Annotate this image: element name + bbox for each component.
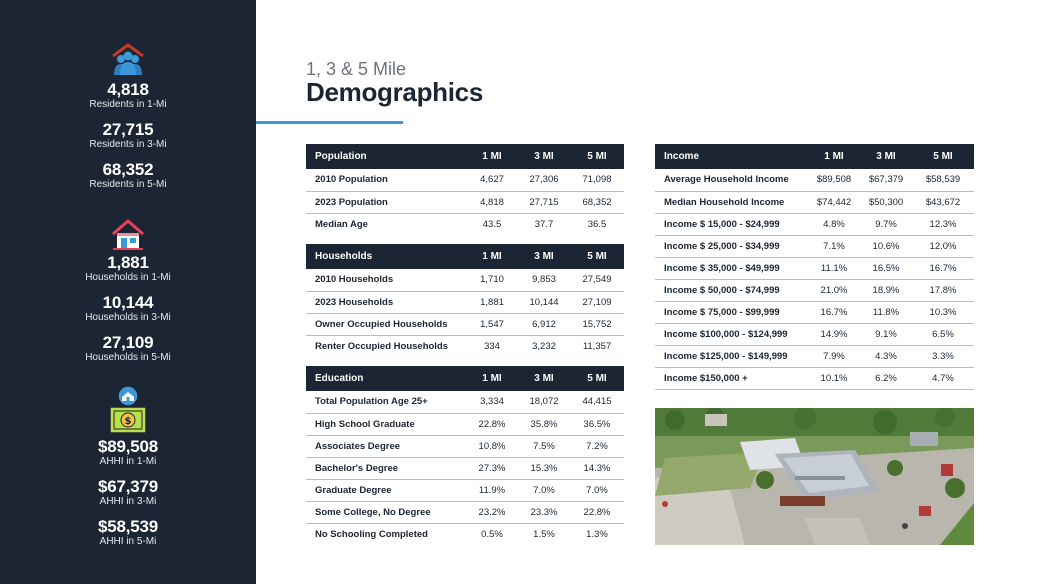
population-table [306,144,624,235]
households-5mi [0,333,256,364]
row-label: Average Household Income [655,169,808,191]
cell: 11.8% [860,301,912,323]
table-header: 5 MI [570,244,624,269]
cell: 36.5% [570,413,624,435]
table-header-row [306,244,624,269]
table-row [306,313,624,335]
cell: 1.5% [533,528,555,540]
table-row [306,479,624,501]
cell: 0.5% [481,528,503,540]
cell: 27,549 [570,269,624,291]
row-label: 2010 Population [306,169,466,191]
cell: $89,508 [808,169,860,191]
table-row [306,435,624,457]
cell: 11.9% [466,479,518,501]
cell: 1,547 [466,313,518,335]
cell: 7.0% [570,479,624,501]
stat-value: $58,539 [97,517,159,536]
cell: 27,715 [518,191,570,213]
cell: 27,306 [518,169,570,191]
cell: 3,232 [532,340,556,352]
cell: 10,144 [518,291,570,313]
row-label: Total Population Age 25+ [306,391,466,413]
table-header-row [306,144,624,169]
cell: 12.3% [912,213,974,235]
stat-label: Residents in 3-Mi [89,139,167,150]
cell: 16.7% [808,301,860,323]
cell: 3,334 [466,391,518,413]
aerial-property-photo [655,408,974,545]
money-home-icon [107,385,149,435]
cell: $50,300 [860,191,912,213]
table-header: Education [306,366,466,391]
table-row [655,345,974,367]
stat-label: Households in 5-Mi [85,352,171,363]
residents-3mi [0,120,256,151]
row-label: Bachelor's Degree [306,457,466,479]
cell: 37.7 [534,218,554,230]
table-header: Income [655,144,808,169]
cell: 21.0% [808,279,860,301]
stat-label: Households in 3-Mi [85,312,171,323]
table-row [655,301,974,323]
households-group [0,219,256,373]
income-group [0,385,256,557]
table-row [306,169,624,191]
cell: 6.5% [912,323,974,345]
cell: 36.5 [587,218,607,230]
row-label: Income $ 25,000 - $34,999 [655,235,808,257]
stat-value: 27,715 [102,120,154,139]
cell: 9,853 [518,269,570,291]
residents-5mi [0,160,256,191]
table-row [306,291,624,313]
row-label: Renter Occupied Households [315,340,449,352]
cell: 4.7% [912,367,974,389]
stat-label: AHHI in 1-Mi [99,456,157,467]
table-header: 5 MI [570,366,624,391]
stat-value: 27,109 [102,333,154,352]
cell: 11.1% [808,257,860,279]
table-row [655,235,974,257]
svg-text:$: $ [124,416,132,427]
table-header-row [655,144,974,169]
table-header: 5 MI [912,144,974,169]
cell: 23.2% [466,501,518,523]
table-row [306,413,624,435]
table-row [306,523,624,545]
cell: 71,098 [570,169,624,191]
stat-value: 1,881 [107,253,149,272]
cell: 9.1% [860,323,912,345]
households-3mi [0,293,256,324]
cell: 15,752 [570,313,624,335]
row-label: 2023 Population [306,191,466,213]
cell: 4,627 [466,169,518,191]
cell: 1,881 [466,291,518,313]
row-label: Income $ 15,000 - $24,999 [655,213,808,235]
cell: 7.1% [808,235,860,257]
ahhi-1mi [0,437,256,468]
cell: 7.5% [518,435,570,457]
table-header-row [306,366,624,391]
cell: 16.7% [912,257,974,279]
table-row [306,269,624,291]
stat-label: AHHI in 3-Mi [99,496,157,507]
table-row [306,191,624,213]
row-label: Income $100,000 - $124,999 [655,323,808,345]
cell: 4.3% [860,345,912,367]
cell: 35.8% [518,413,570,435]
cell: 14.3% [570,457,624,479]
cell: $43,672 [912,191,974,213]
cell: 7.2% [570,435,624,457]
page-title: Demographics [306,77,484,107]
table-header: 5 MI [570,144,624,169]
table-header: 1 MI [808,144,860,169]
row-label: Graduate Degree [306,479,466,501]
cell: $74,442 [808,191,860,213]
households-1mi [0,253,256,284]
ahhi-3mi [0,477,256,508]
education-table [306,366,624,545]
row-label: Associates Degree [306,435,466,457]
cell: 23.3% [518,501,570,523]
cell: 10.8% [466,435,518,457]
stat-value: 4,818 [107,80,149,99]
row-label: Income $125,000 - $149,999 [655,345,808,367]
cell: 7.9% [808,345,860,367]
table-row [655,367,974,389]
households-table [306,244,624,357]
stat-label: AHHI in 5-Mi [99,536,157,547]
table-header: Population [306,144,466,169]
cell: 4,818 [466,191,518,213]
row-label: High School Graduate [306,413,466,435]
residents-group [0,42,256,200]
cell: 334 [484,340,500,352]
cell: 11,357 [582,340,612,352]
cell: 3.3% [912,345,974,367]
page-subtitle: 1, 3 & 5 Mile [306,59,407,79]
table-row [306,335,624,357]
cell: 22.8% [466,413,518,435]
people-home-icon [110,42,146,78]
cell: 9.7% [860,213,912,235]
house-icon [111,219,145,251]
table-row [655,169,974,191]
cell: 18.9% [860,279,912,301]
table-row [655,323,974,345]
row-label: Owner Occupied Households [306,313,466,335]
table-row [306,457,624,479]
table-row [655,257,974,279]
cell: 6.2% [860,367,912,389]
cell: 43.5 [482,218,502,230]
ahhi-5mi [0,517,256,548]
cell: 14.9% [808,323,860,345]
cell: 7.0% [518,479,570,501]
cell: 12.0% [912,235,974,257]
table-row [306,391,624,413]
stat-value: 68,352 [102,160,154,179]
cell: 6,912 [518,313,570,335]
cell: 22.8% [570,501,624,523]
row-label: Median Age [315,218,368,230]
income-table [655,144,974,390]
cell: 17.8% [912,279,974,301]
cell: 16.5% [860,257,912,279]
cell: $67,379 [860,169,912,191]
table-header: 3 MI [518,244,570,269]
table-header: 1 MI [466,244,518,269]
table-header: 3 MI [518,144,570,169]
table-row [655,279,974,301]
cell: 18,072 [518,391,570,413]
table-header: 1 MI [466,144,518,169]
stat-label: Residents in 5-Mi [89,179,167,190]
cell: 10.6% [860,235,912,257]
cell: 10.3% [912,301,974,323]
row-label: 2010 Households [306,269,466,291]
stat-value: $67,379 [97,477,159,496]
row-label: No Schooling Completed [315,528,428,540]
cell: 1.3% [586,528,608,540]
cell: $58,539 [912,169,974,191]
stat-label: Households in 1-Mi [85,272,171,283]
cell: 15.3% [518,457,570,479]
stat-value: 10,144 [102,293,154,312]
sidebar [0,0,256,584]
stat-value: $89,508 [97,437,159,456]
stat-label: Residents in 1-Mi [89,99,167,110]
table-header: 1 MI [466,366,518,391]
residents-1mi [0,80,256,111]
table-header: 3 MI [518,366,570,391]
cell: 1,710 [466,269,518,291]
row-label: 2023 Households [306,291,466,313]
table-row [306,213,624,235]
row-label: Income $ 50,000 - $74,999 [655,279,808,301]
row-label: Income $ 75,000 - $99,999 [655,301,808,323]
row-label: Median Household Income [655,191,808,213]
aerial-photo-illustration [655,408,974,545]
table-row [655,191,974,213]
title-accent-line [256,121,403,124]
row-label: Some College, No Degree [306,501,466,523]
cell: 27.3% [466,457,518,479]
cell: 10.1% [808,367,860,389]
table-row [306,501,624,523]
cell: 27,109 [570,291,624,313]
cell: 4.8% [808,213,860,235]
cell: 44,415 [570,391,624,413]
table-header: Households [306,244,466,269]
row-label: Income $ 35,000 - $49,999 [655,257,808,279]
table-header: 3 MI [860,144,912,169]
row-label: Income $150,000 + [655,367,808,389]
cell: 68,352 [570,191,624,213]
table-row [655,213,974,235]
